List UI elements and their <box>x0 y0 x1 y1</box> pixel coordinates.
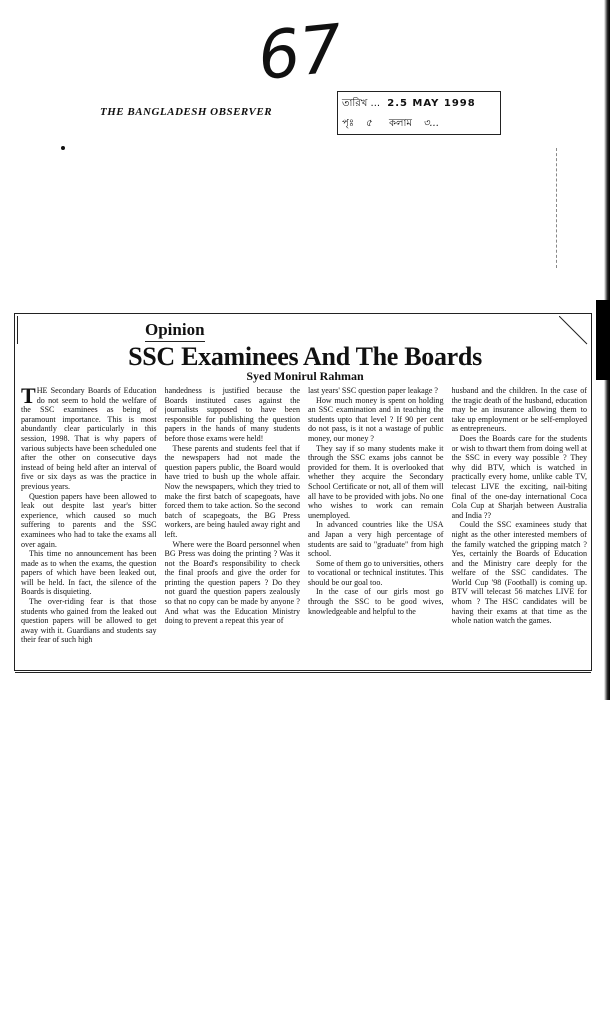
stamp-column-value: ৩... <box>423 118 440 129</box>
ink-dot <box>61 146 65 150</box>
article-column-1 <box>21 386 157 666</box>
stamp-page-value: ৫ <box>365 118 372 129</box>
article-clipping <box>14 313 592 671</box>
stamp-column-label: কলাম <box>389 118 412 129</box>
article-paragraph: How much money is spent on holding an SSC examination and in teaching the students upto that level ? If 90 per cent do not pass, is it not a wastage of public money, our money ? <box>308 395 444 443</box>
article-paragraph: Question papers have been allowed to leak out despite last year's bitter experience, which caused so much suffering to parents and the SSC examinees who had to take the exams all over again. <box>21 491 157 549</box>
article-paragraph: Does the Boards care for the students or wish to thwart them from doing well at the SSC in every way possible ? They why did BTV, which is watched in practically every home, unlike cable TV, telecast LIVE the exciting, nail-biting final of the one-day international Coca Cola Cup at Sharjah between Australia and India ?? <box>451 433 587 520</box>
clipping-corner-left <box>17 316 42 344</box>
article-headline: SSC Examinees And The Boards <box>128 342 482 371</box>
article-paragraph: They say if so many students make it through the SSC exams jobs cannot be provided for them. It is overlooked that whether they acquire the Secondary School Certificate or not, all of them will all have to be provided with jobs. No one who wishes to work can remain unemployed. <box>308 443 444 520</box>
article-body <box>21 386 587 666</box>
handwritten-page-number: 67 <box>254 9 346 96</box>
paragraph-text: HE Secondary Boards of Education do not seem to hold the welfare of the SSC examinees as being of paramount importance. This is most abundantly clear particularly in this session, 1998. That is why papers of various subjects have been scheduled one after the other on consecutive days instead of being held after an interval of five or six days as was the practice in previous years. <box>21 386 157 491</box>
stamp-date: 2.5 MAY 1998 <box>387 98 476 109</box>
article-paragraph: husband and the children. In the case of the tragic death of the husband, education may be an insurance allowing them to take up employment or be self-employed as entrepreneurs. <box>451 386 587 434</box>
article-paragraph: Could the SSC examinees study that night as the other interested members of the family watched the gripping match ? Yes, certainly the Boards of Education and the Ministry care deeply for the welfare of the SSC candidates. The World Cup '98 (Football) is coming up. BTV will telecast 56 matches LIVE for whom ? The HSC candidates will be having their exams at that time as the whole nation watch the games. <box>451 520 587 626</box>
archive-stamp <box>337 91 501 135</box>
article-paragraph: In the case of our girls most go through the SSC to be good wives, knowledgeable and helpful to the <box>308 587 444 616</box>
article-paragraph: Some of them go to universities, others to vocational or technical institutes. This should be our goal too. <box>308 558 444 587</box>
article-column-4 <box>452 386 588 666</box>
article-column-2 <box>165 386 301 666</box>
article-paragraph: These parents and students feel that if the newspapers had not made the question papers public, the Board would have tried to bush up the whole affair. Now the newspapers, which they tried to make the first batch of scapegoats, have forced them to take action. So the second batch of scapegoats, the BG Press workers, are being hauled away right and left. <box>164 443 300 539</box>
article-paragraph: This time no announcement has been made as to when the exams, the question papers of which have been leaked out, will be held. In fact, the silence of the Boards is disquieting. <box>21 549 157 597</box>
article-paragraph <box>21 386 157 492</box>
article-kicker: Opinion <box>145 320 205 342</box>
article-paragraph: The over-riding fear is that those students who gained from the leaked out question papers will be allowed to get away with it. Guardians and students say their fear of such high <box>21 597 157 645</box>
article-paragraph: last years' SSC question paper leakage ? <box>308 386 439 395</box>
scan-edge-tear <box>596 300 610 380</box>
article-byline: Syed Monirul Rahman <box>246 369 364 383</box>
article-column-3 <box>308 386 444 666</box>
article-paragraph: handedness is justified because the Boards instituted cases against the journalists supposed to have been responsible for publishing the question papers in the hands of many students before those exams were held! <box>164 386 300 443</box>
stamp-date-row <box>342 96 476 113</box>
stamp-page-label: পৃঃ <box>342 118 355 129</box>
article-paragraph: In advanced countries like the USA and Japan a very high percentage of students are said to "graduate" from high school. <box>308 520 444 559</box>
newspaper-masthead: THE BANGLADESH OBSERVER <box>100 106 273 118</box>
stamp-page-row <box>342 116 453 133</box>
article-paragraph: Where were the Board personnel when BG Press was doing the printing ? Was it not the Board's responsibility to check the final proofs and give the order for printing the question papers ? Do they not guard the question papers zealously so that no copy can be made by anyone ? And what was the Education Ministry doing to prevent a repeat this year of <box>164 539 300 626</box>
scan-mark <box>556 148 567 268</box>
drop-cap: T <box>21 386 36 408</box>
clipping-corner-right <box>559 316 589 346</box>
clipping-bottom-rule <box>15 672 591 673</box>
stamp-date-label: তারিখ ... <box>342 98 381 109</box>
